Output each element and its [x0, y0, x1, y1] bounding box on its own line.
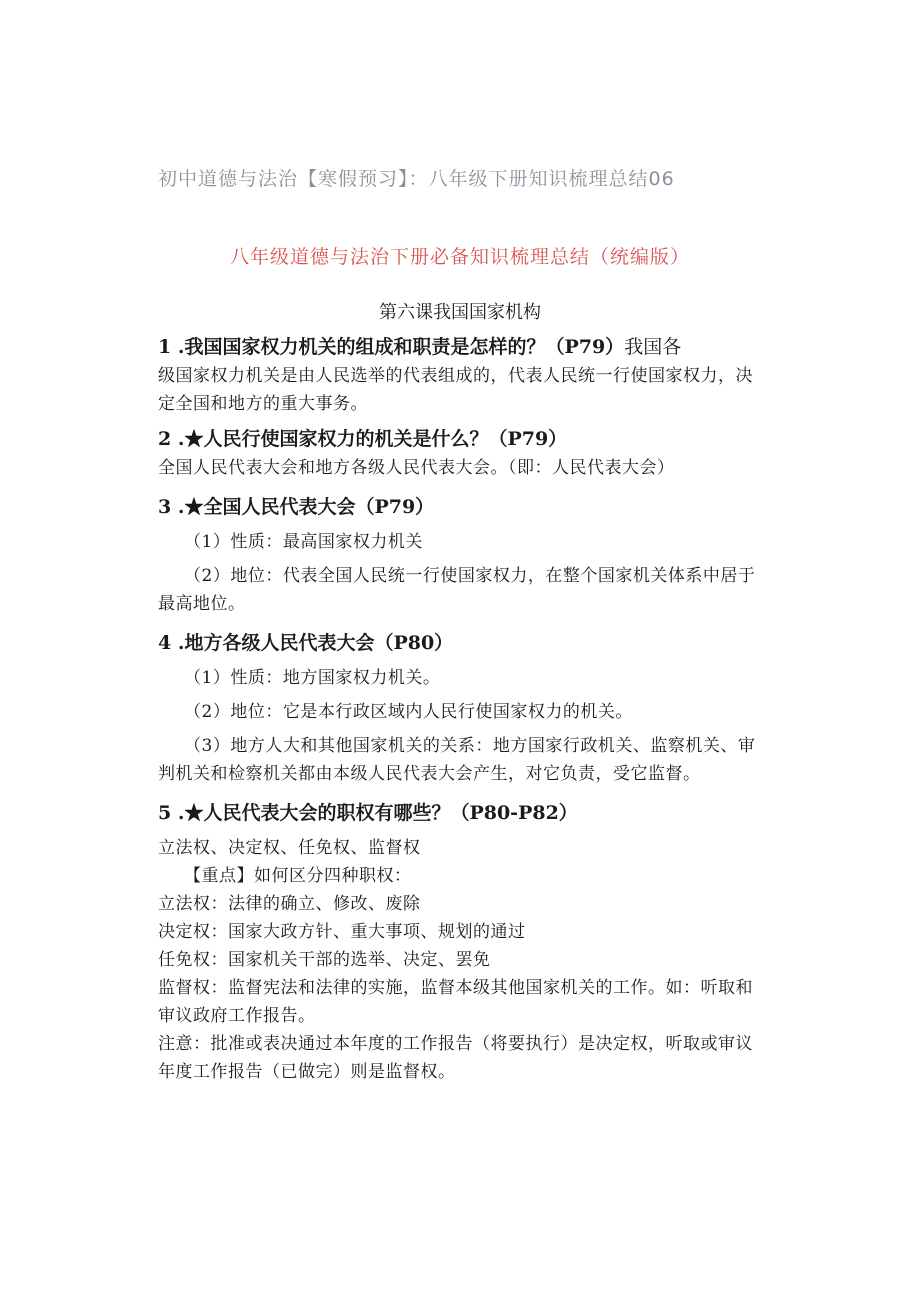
- question-3-status: （2）地位：代表全国人民统一行使国家权力，在整个国家机关体系中居于最高地位。: [158, 566, 756, 614]
- question-3-nature: （1）性质：最高国家权力机关: [184, 532, 423, 552]
- question-4-heading: 4 .地方各级人民代表大会（P80）: [158, 632, 454, 654]
- appointment-power: 任免权：国家机关干部的选举、决定、罢免: [158, 950, 491, 970]
- powers-list: 立法权、决定权、任免权、监督权: [158, 838, 421, 858]
- content-body: [158, 332, 758, 1086]
- note: 注意：批准或表决通过本年度的工作报告（将要执行）是决定权，听取或审议年度工作报告（已做完）则是监督权。: [158, 1034, 753, 1082]
- question-5-heading: 5 .★人民代表大会的职权有哪些？（P80-P82）: [158, 802, 578, 824]
- document-title: 初中道德与法治【寒假预习】：八年级下册知识梳理总结06: [158, 168, 675, 190]
- question-3-heading: 3 .★全国人民代表大会（P79）: [158, 496, 435, 518]
- lesson-title: 第六课我国国家机构: [379, 302, 541, 323]
- legislative-power: 立法权：法律的确立、修改、废除: [158, 894, 421, 914]
- key-point: 【重点】如何区分四种职权：: [184, 866, 412, 886]
- question-1-answer-start: 我国各: [624, 336, 682, 358]
- question-1: [158, 332, 758, 362]
- question-2-heading: 2 .★人民行使国家权力的机关是什么？（P79）: [158, 428, 568, 450]
- question-1-answer: 级国家权力机关是由人民选举的代表组成的，代表人民统一行使国家权力，决定全国和地方的重大事务。: [158, 366, 753, 414]
- question-2-answer: 全国人民代表大会和地方各级人民代表大会。（即：人民代表大会）: [158, 458, 675, 478]
- decision-power: 决定权：国家大政方针、重大事项、规划的通过: [158, 922, 526, 942]
- question-1-heading: 1 .我国国家权力机关的组成和职责是怎样的？（P79）: [158, 336, 625, 358]
- question-4-nature: （1）性质：地方国家权力机关。: [184, 668, 441, 688]
- question-4-relation: （3）地方人大和其他国家机关的关系：地方国家行政机关、监察机关、审判机关和检察机关都由本级人民代表大会产生，对它负责，受它监督。: [158, 736, 756, 784]
- question-4-status: （2）地位：它是本行政区域内人民行使国家权力的机关。: [184, 702, 633, 722]
- supervision-power: 监督权：监督宪法和法律的实施，监督本级其他国家机关的工作。如：听取和审议政府工作报告。: [158, 978, 753, 1026]
- document-subtitle: 八年级道德与法治下册必备知识梳理总结（统编版）: [229, 246, 690, 268]
